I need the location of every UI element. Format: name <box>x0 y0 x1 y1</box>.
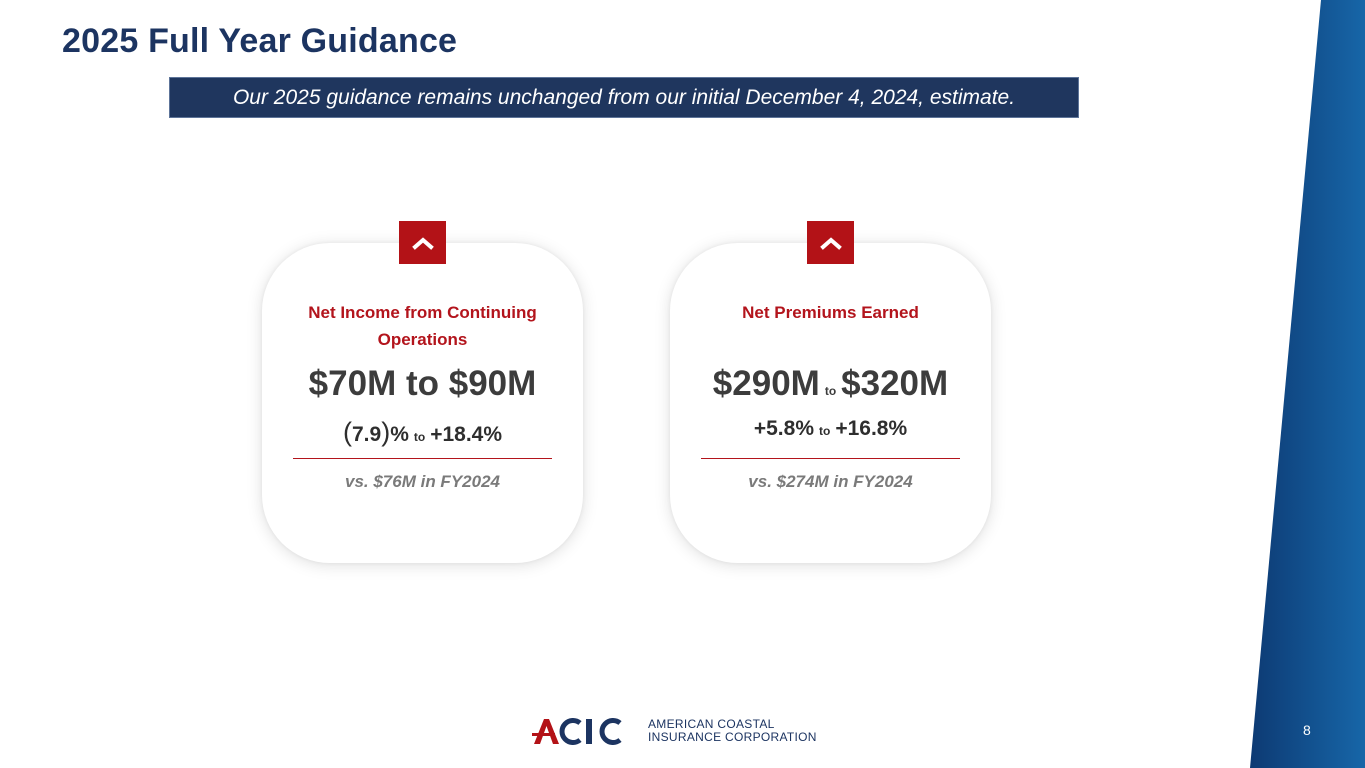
net-premiums-card <box>670 243 991 563</box>
range-low: $290M <box>712 364 820 403</box>
card-range <box>262 364 583 404</box>
logo-line-1: AMERICAN COASTAL <box>648 717 775 731</box>
card-prior-year: vs. $76M in FY2024 <box>345 472 500 491</box>
range-low: $70M <box>308 364 397 403</box>
change-high: +16.8% <box>835 417 908 440</box>
card-divider <box>293 458 552 459</box>
range-connector: to <box>405 364 440 403</box>
change-paren-close: ) <box>381 417 391 447</box>
range-connector: to <box>824 384 837 398</box>
company-logo <box>532 716 817 746</box>
acic-logo-mark <box>532 716 630 746</box>
range-high: $320M <box>841 364 949 403</box>
guidance-banner <box>169 77 1079 118</box>
card-label: Net Income from Continuing Operations <box>308 303 537 349</box>
logo-text <box>648 718 817 744</box>
change-high: +18.4% <box>430 423 503 446</box>
page-number: 8 <box>1303 722 1311 738</box>
logo-line-2: INSURANCE CORPORATION <box>648 730 817 744</box>
card-label: Net Premiums Earned <box>742 303 919 322</box>
range-high: $90M <box>448 364 537 403</box>
card-range <box>670 364 991 404</box>
chevron-up-icon <box>807 221 854 264</box>
banner-text: Our 2025 guidance remains unchanged from our initial December 4, 2024, estimate. <box>232 85 1016 109</box>
change-connector: to <box>819 424 831 438</box>
card-change <box>670 417 991 441</box>
card-prior-year: vs. $274M in FY2024 <box>748 472 913 491</box>
change-connector: to <box>413 430 426 444</box>
card-change <box>262 417 583 448</box>
change-low-value: 7.9 <box>351 423 382 446</box>
card-divider <box>701 458 960 459</box>
net-income-card <box>262 243 583 563</box>
page-title: 2025 Full Year Guidance <box>62 22 458 60</box>
change-low-suffix: % <box>390 423 409 446</box>
change-low: +5.8% <box>753 417 814 440</box>
change-paren-open: ( <box>342 417 352 447</box>
chevron-up-icon <box>399 221 446 264</box>
